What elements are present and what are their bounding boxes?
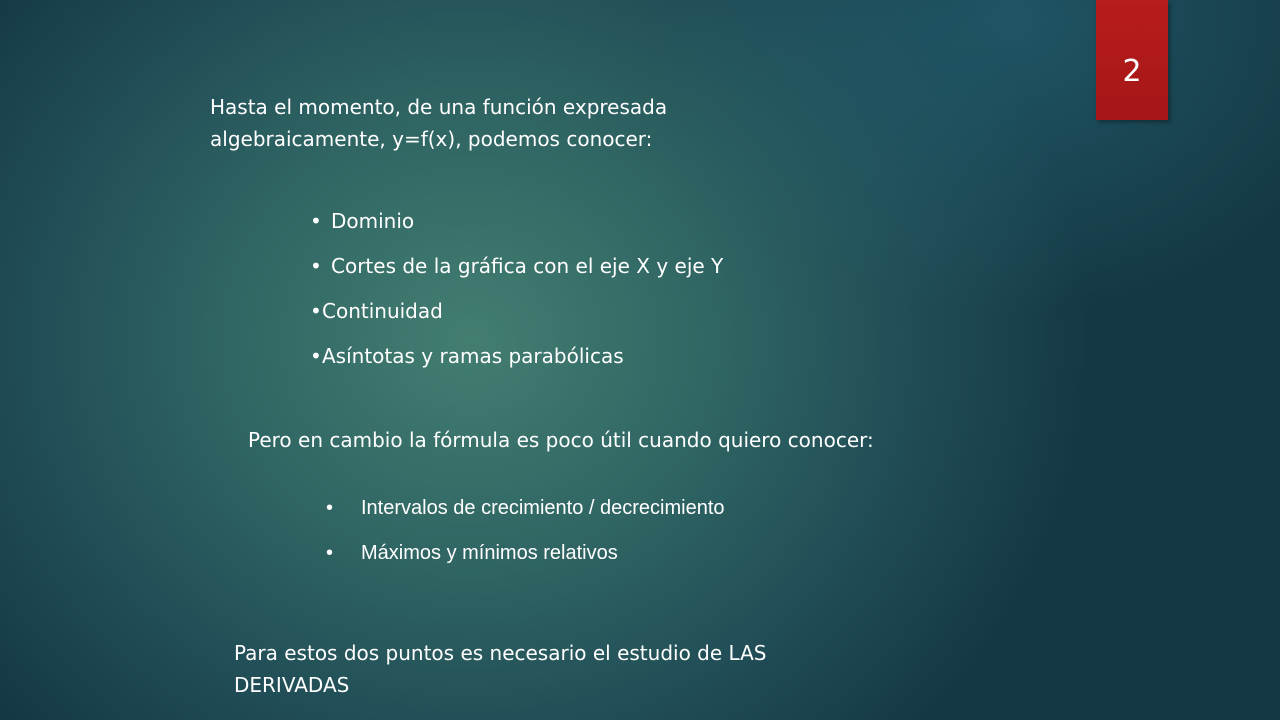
list-item-label: Asíntotas y ramas parabólicas [322,344,624,368]
list-item-label: Cortes de la gráfica con el eje X y eje Y [331,254,724,278]
bullet-icon: • [326,497,334,519]
bullet-icon: • [310,299,322,323]
conclusion-paragraph: Para estos dos puntos es necesario el estudio de LAS DERIVADAS [234,641,767,697]
limitation-paragraph: Pero en cambio la fórmula es poco útil cuando quiero conocer: [248,428,874,452]
intro-paragraph: Hasta el momento, de una función expresada algebraicamente, y=f(x), podemos conocer: [210,95,668,151]
list-item-label: Dominio [331,209,415,233]
list-item-label: Intervalos de crecimiento / decrecimiento [361,497,725,519]
list-item [310,203,723,248]
list-item [326,490,725,535]
slide-number: 2 [1122,53,1142,89]
list-item [310,248,723,293]
bullet-icon: • [310,344,322,368]
list-item [310,338,723,383]
bullet-icon: • [326,542,334,564]
bullet-icon: • [310,254,322,278]
list-item-label: Continuidad [322,299,443,323]
list-item [326,535,725,580]
list-item-label: Máximos y mínimos relativos [361,542,618,564]
bullet-icon: • [310,209,322,233]
known-properties-list [310,203,723,383]
list-item [310,293,723,338]
unknown-properties-list [326,490,725,580]
slide-number-tab [1096,0,1168,120]
